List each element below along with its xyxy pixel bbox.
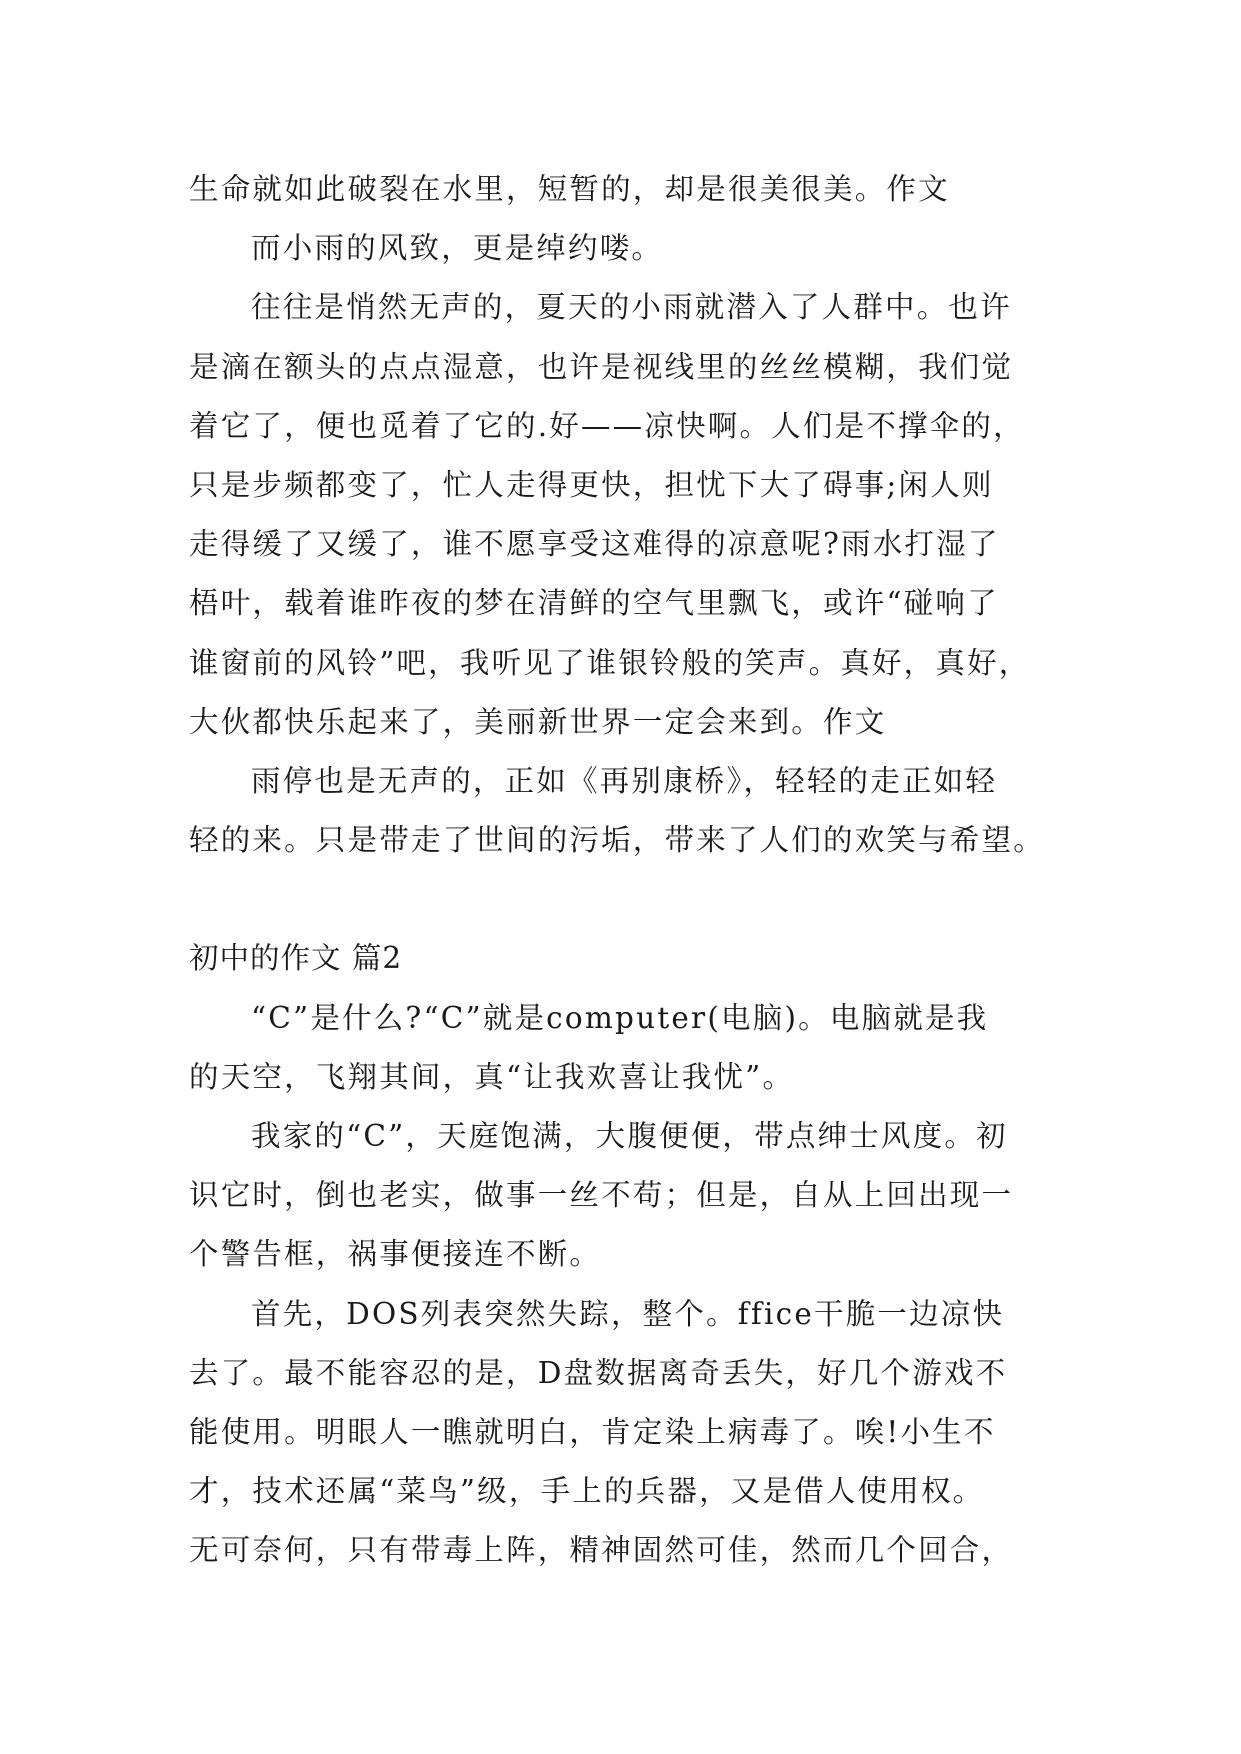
paragraph-line: 是滴在额头的点点湿意，也许是视线里的丝丝模糊，我们觉 (189, 349, 1014, 384)
paragraph-line: 识它时，倒也老实，做事一丝不苟；但是，自从上回出现一 (189, 1178, 1014, 1213)
paragraph-line: “C”是什么?“C”就是computer(电脑)。电脑就是我 (251, 1000, 989, 1035)
section-heading: 初中的作文 篇2 (189, 941, 403, 976)
paragraph-line: 大伙都快乐起来了，美丽新世界一定会来到。作文 (189, 704, 887, 739)
paragraph-line: 走得缓了又缓了，谁不愿享受这难得的凉意呢?雨水打湿了 (189, 527, 1000, 562)
paragraph-line: 往往是悄然无声的，夏天的小雨就潜入了人群中。也许 (251, 290, 1012, 325)
paragraph-line: 无可奈何，只有带毒上阵，精神固然可佳，然而几个回合， (189, 1533, 1014, 1568)
paragraph-line: 谁窗前的风铃”吧，我听见了谁银铃般的笑声。真好，真好， (189, 645, 1031, 680)
paragraph-line: 个警告框，祸事便接连不断。 (189, 1237, 602, 1272)
section-spacer (189, 870, 1069, 929)
paragraph-line: 生命就如此破裂在水里，短暂的，却是很美很美。作文 (189, 172, 950, 206)
paragraph-line: 首先，DOS列表突然失踪，整个。ffice干脆一边凉快 (251, 1296, 1005, 1331)
paragraph-line: 才，技术还属“菜鸟”级，手上的兵器，又是借人使用权。 (189, 1474, 985, 1509)
paragraph-line: 轻的来。只是带走了世间的污垢，带来了人们的欢笑与希望。 (189, 823, 1045, 858)
paragraph-line: 雨停也是无声的，正如《再别康桥》，轻轻的走正如轻 (251, 763, 998, 798)
paragraph-line: 的天空，飞翔其间，真“让我欢喜让我忧”。 (189, 1059, 795, 1094)
paragraph-line: 能使用。明眼人一瞧就明白，肯定染上病毒了。唉!小生不 (189, 1414, 996, 1449)
paragraph-line: 梧叶，载着谁昨夜的梦在清鲜的空气里飘飞，或许“碰响了 (189, 586, 999, 621)
paragraph-line: 我家的“C”，天庭饱满，大腹便便，带点绅士风度。初 (251, 1119, 1008, 1153)
document-body (189, 160, 1069, 1581)
paragraph-line: 着它了，便也觅着了它的.好——凉快啊。人们是不撑伞的， (189, 408, 1025, 443)
paragraph-line: 而小雨的风致，更是绰约喽。 (251, 231, 664, 266)
paragraph-line: 只是步频都变了，忙人走得更快，担忧下大了碍事;闲人则 (189, 467, 994, 502)
paragraph-line: 去了。最不能容忍的是，D盘数据离奇丢失，好几个游戏不 (189, 1355, 1008, 1390)
